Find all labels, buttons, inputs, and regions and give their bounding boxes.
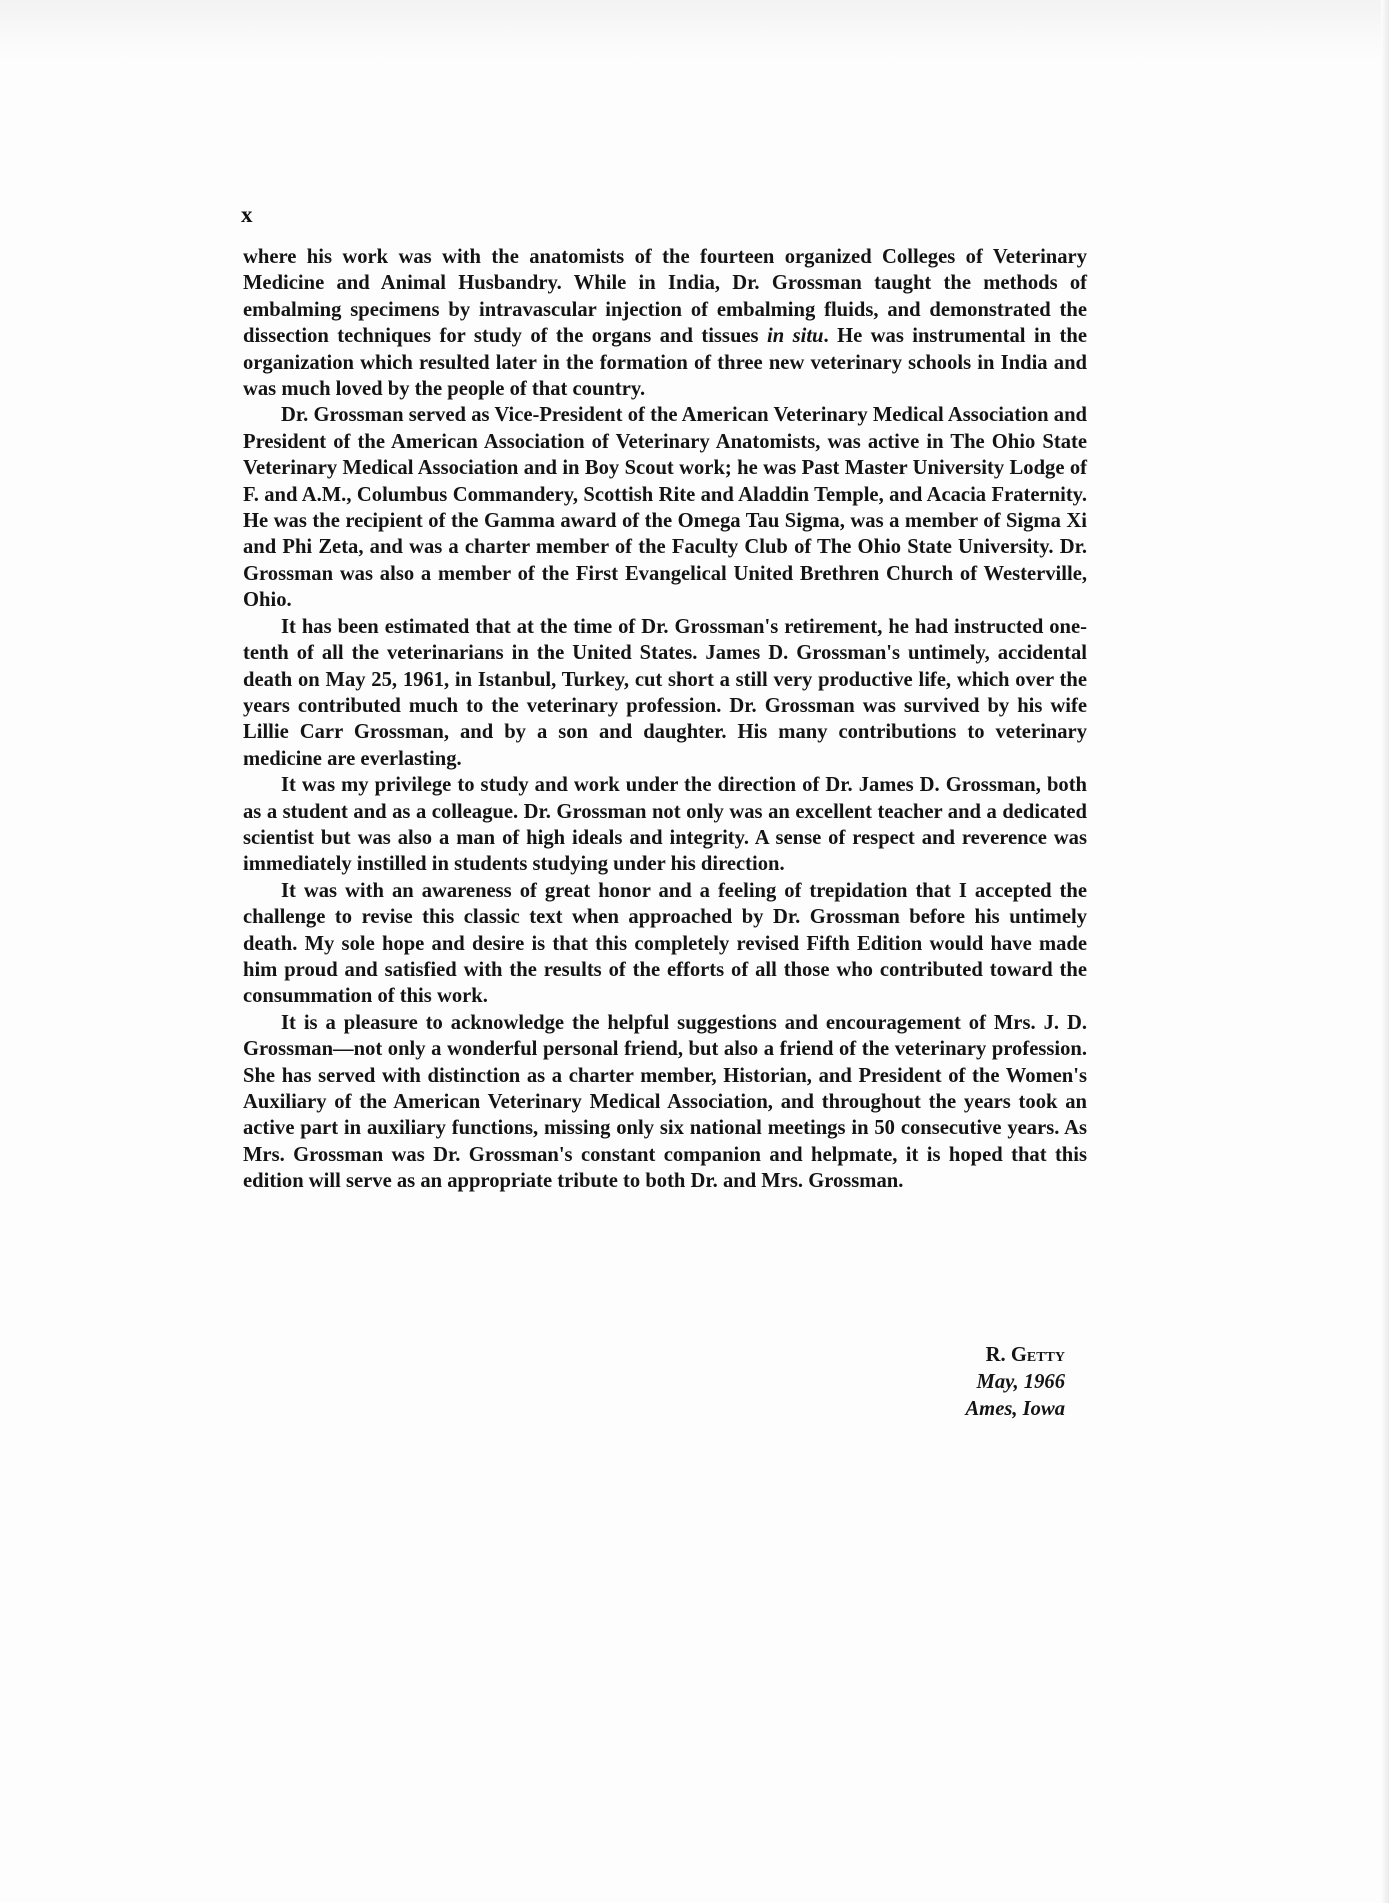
signature-place: Ames, Iowa	[965, 1398, 1065, 1420]
paragraph-4: It was my privilege to study and work under the direction of Dr. James D. Grossman, both as a student and as a colleague. Dr. Grossman not only was an excellent teacher and a dedicated scientist but was also a man of high ideals and integrity. A sense of respect and reverence was immediately instilled in students studying under his direction.	[243, 774, 1087, 876]
paragraph-1-emphasis: in situ	[766, 325, 824, 348]
paragraph-1-before: where his work was with the anatomists of the fourteen organized Colleges of Veterinary Medicine and Animal Husbandry. While in India, Dr. Grossman taught the methods of embalming specimens by intravascular injection of embalming fluids, and demonstrated the dissection techniques for study of the organs and tissues	[243, 246, 1087, 348]
signature-initial: R.	[985, 1344, 1011, 1366]
paragraph-2: Dr. Grossman served as Vice-President of the American Veterinary Medical Association and President of the American Association of Veterinary Anatomists, was active in The Ohio State Veterinary Medical Association and in Boy Scout work; he was Past Master University Lodge of F. and A.M., Columbus Commandery, Scottish Rite and Aladdin Temple, and Acacia Fraternity. He was the recipient of the Gamma award of the Omega Tau Sigma, was a member of Sigma Xi and Phi Zeta, and was a charter member of the Faculty Club of The Ohio State University. Dr. Grossman was also a member of the First Evangelical United Brethren Church of Westerville, Ohio.	[243, 404, 1087, 612]
body-text	[243, 244, 1087, 1195]
paragraph-1	[243, 244, 1087, 402]
scan-shadow-top	[0, 0, 1389, 60]
paragraph-1-after: . He was instrumental in the organization which resulted later in the formation of three new veterinary schools in India and was much loved by the people of that country.	[243, 325, 1088, 401]
signature-block	[700, 1342, 1065, 1423]
signature-name	[700, 1342, 1065, 1369]
paragraph-3: It has been estimated that at the time of Dr. Grossman's retirement, he had instructed one-tenth of all the veterinarians in the United States. James D. Grossman's untimely, accidental death on May 25, 1961, in Istanbul, Turkey, cut short a still very productive life, which over the years contributed much to the veterinary profession. Dr. Grossman was survived by his wife Lillie Carr Grossman, and by a son and daughter. His many contributions to veterinary medicine are everlasting.	[243, 615, 1087, 770]
paragraph-5: It was with an awareness of great honor and a feeling of trepidation that I accepted the challenge to revise this classic text when approached by Dr. Grossman before his untimely death. My sole hope and desire is that this completely revised Fifth Edition would have made him proud and satisfied with the results of the efforts of all those who contributed toward the consummation of this work.	[243, 879, 1087, 1008]
signature-date: May, 1966	[976, 1371, 1065, 1393]
signature-surname: Getty	[1010, 1344, 1065, 1366]
paragraph-6: It is a pleasure to acknowledge the helpful suggestions and encouragement of Mrs. J. D. Grossman—not only a wonderful personal friend, but also a friend of the veterinary profession. She has served with distinction as a charter member, Historian, and President of the Women's Auxiliary of the American Veterinary Medical Association, and throughout the years took an active part in auxiliary functions, missing only six national meetings in 50 consecutive years. As Mrs. Grossman was Dr. Grossman's constant companion and helpmate, it is hoped that this edition will serve as an appropriate tribute to both Dr. and Mrs. Grossman.	[243, 1011, 1087, 1193]
page-number: x	[241, 202, 253, 227]
scan-shadow-right	[1381, 0, 1389, 1903]
